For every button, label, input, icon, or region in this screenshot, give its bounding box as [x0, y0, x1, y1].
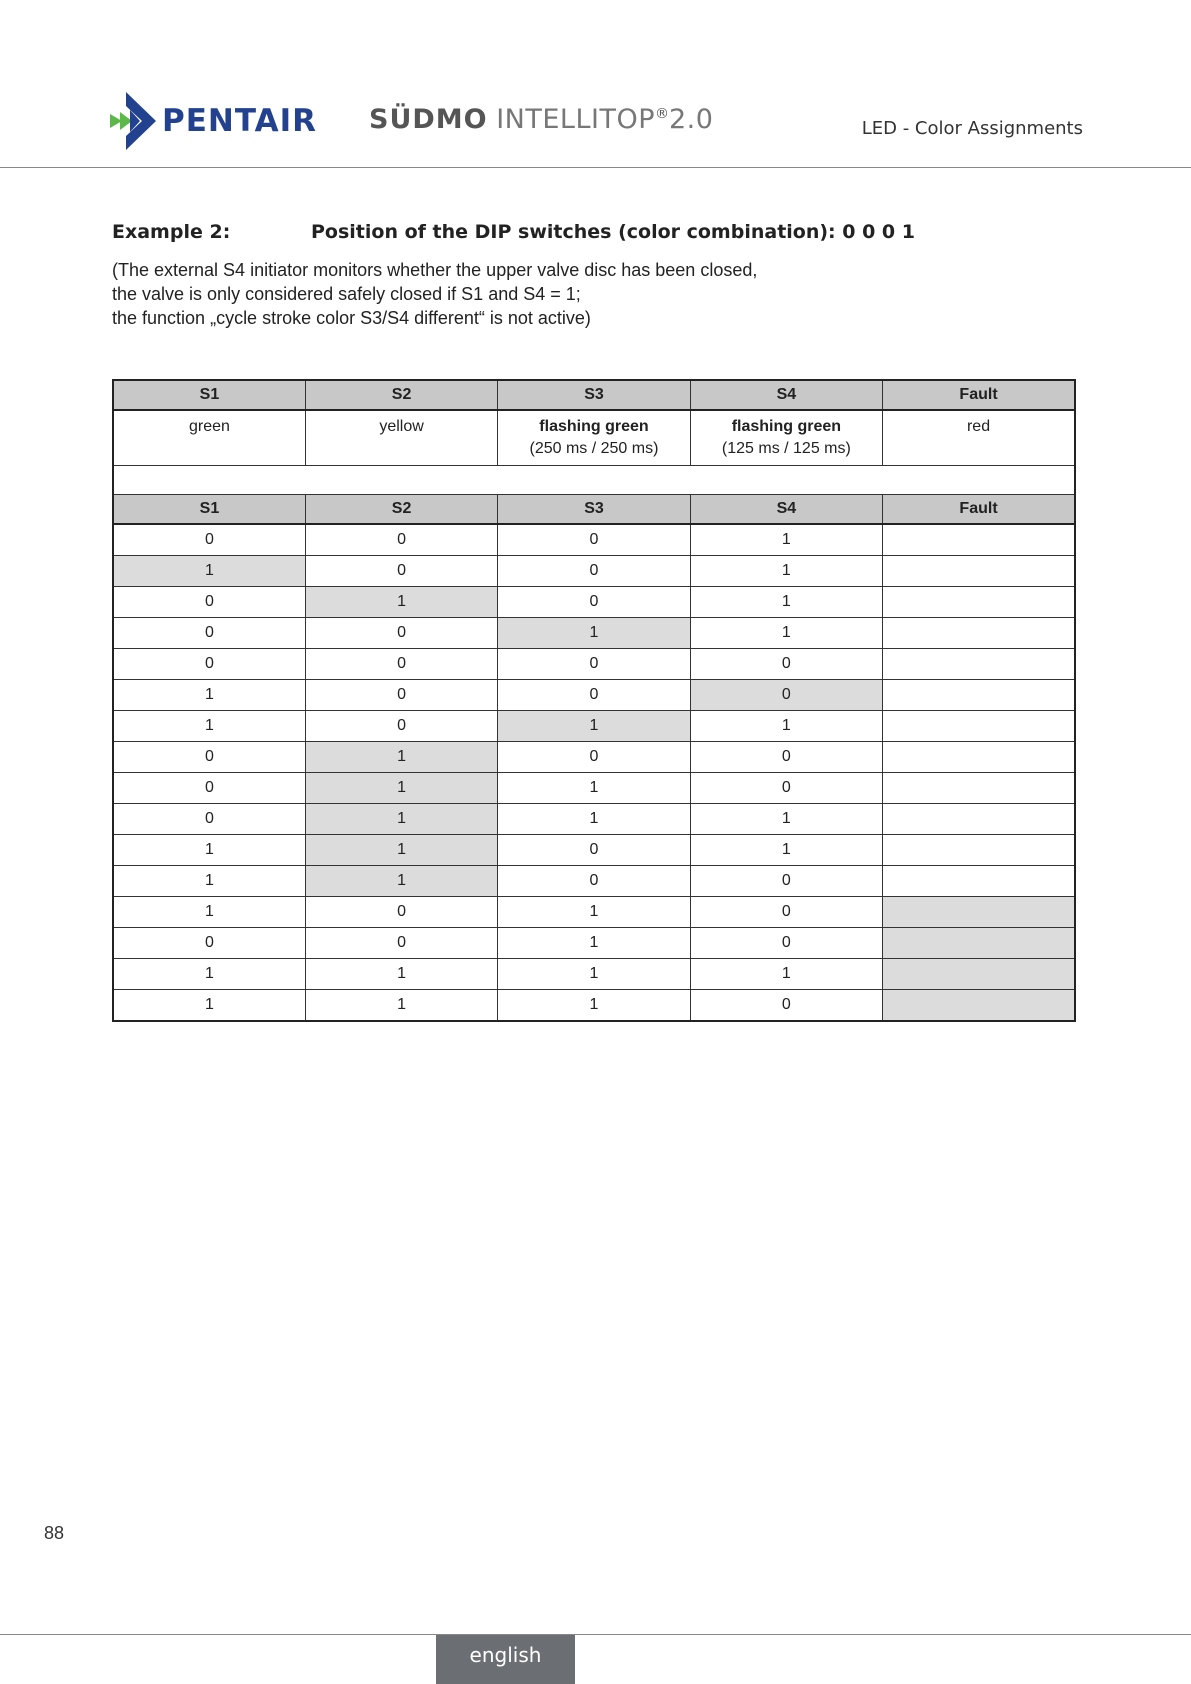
- table-row: [113, 866, 1075, 897]
- switch-state-cell: 0: [690, 773, 882, 804]
- switch-state-cell: 1: [305, 959, 497, 990]
- switch-state-cell: 0: [690, 742, 882, 773]
- flash-timing: (125 ms / 125 ms): [721, 440, 851, 457]
- switch-state-cell: 1: [690, 804, 882, 835]
- color-description: [883, 410, 1075, 466]
- color-description: [305, 410, 497, 466]
- column-header: Fault: [883, 380, 1075, 410]
- footer-divider: [0, 1634, 1191, 1635]
- column-header: S4: [690, 380, 882, 410]
- switch-state-cell: 0: [113, 742, 305, 773]
- switch-state-cell: 0: [690, 990, 882, 1022]
- switch-state-cell: 1: [305, 773, 497, 804]
- switch-state-cell: 1: [498, 773, 690, 804]
- switch-state-cell: 0: [113, 773, 305, 804]
- color-name: red: [966, 418, 991, 435]
- switch-state-cell: 0: [305, 711, 497, 742]
- switch-state-cell: 1: [498, 990, 690, 1022]
- switch-state-cell: [883, 959, 1075, 990]
- page-number: 88: [44, 1523, 65, 1543]
- color-name: flashing green: [539, 418, 649, 435]
- pentair-emblem-icon: [110, 92, 156, 150]
- switch-state-cell: 0: [305, 556, 497, 587]
- switch-state-cell: 0: [690, 680, 882, 711]
- switch-state-cell: 1: [113, 711, 305, 742]
- switch-state-cell: 0: [305, 618, 497, 649]
- table-row: [113, 835, 1075, 866]
- switch-state-cell: 1: [305, 742, 497, 773]
- switch-state-cell: 0: [113, 649, 305, 680]
- switch-state-cell: 1: [498, 804, 690, 835]
- switch-state-cell: 1: [690, 711, 882, 742]
- switch-state-cell: [883, 866, 1075, 897]
- table-row: [113, 649, 1075, 680]
- switch-state-cell: [883, 835, 1075, 866]
- switch-state-cell: 0: [498, 680, 690, 711]
- switch-state-cell: 1: [113, 959, 305, 990]
- intro-line: the valve is only considered safely closed if S1 and S4 = 1;: [112, 284, 581, 304]
- color-name: green: [188, 418, 230, 435]
- switch-state-cell: 1: [113, 897, 305, 928]
- table-row: [113, 897, 1075, 928]
- color-description-row: [113, 410, 1075, 466]
- switch-state-cell: 1: [498, 618, 690, 649]
- example-heading: [112, 221, 915, 243]
- table-row: [113, 773, 1075, 804]
- table-row: [113, 804, 1075, 835]
- switch-state-cell: 0: [498, 649, 690, 680]
- switch-state-cell: 1: [305, 587, 497, 618]
- column-header: Fault: [883, 495, 1075, 525]
- intro-line: the function „cycle stroke color S3/S4 different“ is not active): [112, 308, 591, 328]
- spacer-row: [113, 466, 1075, 495]
- switch-state-cell: 0: [498, 866, 690, 897]
- switch-state-cell: 0: [305, 928, 497, 959]
- color-description: [690, 410, 882, 466]
- column-header: S1: [113, 380, 305, 410]
- table-row: [113, 711, 1075, 742]
- switch-state-cell: 1: [690, 587, 882, 618]
- switch-state-cell: 0: [305, 680, 497, 711]
- switch-state-cell: [883, 897, 1075, 928]
- table-row: [113, 556, 1075, 587]
- switch-state-cell: [883, 524, 1075, 556]
- product-name-light: INTELLITOP: [496, 104, 655, 135]
- switch-state-cell: [883, 618, 1075, 649]
- switch-state-cell: 1: [498, 959, 690, 990]
- switch-state-cell: 1: [113, 990, 305, 1022]
- color-name: yellow: [379, 418, 424, 435]
- switch-state-cell: [883, 990, 1075, 1022]
- product-name-bold: SÜDMO: [369, 104, 488, 135]
- switch-state-cell: 1: [690, 524, 882, 556]
- switch-state-cell: 0: [690, 928, 882, 959]
- switch-state-cell: 1: [305, 866, 497, 897]
- switch-state-cell: 1: [305, 804, 497, 835]
- switch-state-cell: [883, 587, 1075, 618]
- section-title: LED - Color Assignments: [861, 118, 1083, 139]
- table-row: [113, 524, 1075, 556]
- table-row: [113, 990, 1075, 1022]
- switch-state-cell: 0: [498, 587, 690, 618]
- switch-state-cell: 0: [305, 649, 497, 680]
- table-row: [113, 742, 1075, 773]
- switch-state-cell: 1: [690, 618, 882, 649]
- color-name: flashing green: [731, 418, 842, 435]
- header-divider: [0, 167, 1191, 168]
- switch-state-cell: [883, 773, 1075, 804]
- spacer-cell: [113, 466, 1075, 495]
- switch-state-cell: [883, 742, 1075, 773]
- switch-state-cell: [883, 556, 1075, 587]
- color-description: [113, 410, 305, 466]
- switch-state-cell: 0: [690, 866, 882, 897]
- example-title: Position of the DIP switches (color combination): 0 0 0 1: [311, 221, 915, 243]
- pentair-logo: [110, 92, 317, 150]
- switch-state-cell: 0: [498, 556, 690, 587]
- flash-timing: (250 ms / 250 ms): [529, 440, 659, 457]
- intro-line: (The external S4 initiator monitors whether the upper valve disc has been closed,: [112, 260, 758, 280]
- switch-state-cell: 1: [690, 556, 882, 587]
- column-header: S4: [690, 495, 882, 525]
- switch-state-cell: 0: [498, 524, 690, 556]
- switch-state-cell: 1: [305, 835, 497, 866]
- switch-state-cell: 1: [113, 835, 305, 866]
- column-header: S3: [498, 380, 690, 410]
- table-header-row: [113, 380, 1075, 410]
- switch-state-cell: 0: [113, 618, 305, 649]
- brand-name: PENTAIR: [162, 103, 317, 139]
- intro-text: [112, 258, 757, 330]
- dip-switch-table: [112, 379, 1076, 1022]
- switch-state-cell: [883, 649, 1075, 680]
- switch-state-cell: 0: [305, 524, 497, 556]
- table-row: [113, 928, 1075, 959]
- language-tab: english: [436, 1635, 575, 1684]
- switch-state-cell: 0: [113, 928, 305, 959]
- switch-state-cell: 1: [690, 835, 882, 866]
- table-row: [113, 618, 1075, 649]
- switch-state-cell: 1: [498, 928, 690, 959]
- color-description: [498, 410, 690, 466]
- switch-state-cell: 1: [498, 711, 690, 742]
- switch-state-cell: [883, 928, 1075, 959]
- table-row: [113, 587, 1075, 618]
- example-label: Example 2:: [112, 221, 231, 243]
- switch-state-cell: [883, 711, 1075, 742]
- switch-state-cell: 0: [113, 524, 305, 556]
- switch-state-cell: 0: [690, 649, 882, 680]
- table-row: [113, 680, 1075, 711]
- registered-mark: ®: [655, 106, 669, 122]
- switch-state-cell: 0: [305, 897, 497, 928]
- column-header: S2: [305, 495, 497, 525]
- switch-state-cell: [883, 680, 1075, 711]
- switch-state-cell: 1: [113, 866, 305, 897]
- switch-state-cell: 0: [113, 587, 305, 618]
- table-header-row-2: [113, 495, 1075, 525]
- switch-state-cell: 1: [498, 897, 690, 928]
- product-version: 2.0: [669, 104, 714, 135]
- product-name: [369, 104, 713, 135]
- column-header: S1: [113, 495, 305, 525]
- switch-state-cell: 0: [498, 835, 690, 866]
- switch-state-cell: 1: [113, 556, 305, 587]
- switch-state-cell: 0: [690, 897, 882, 928]
- switch-state-cell: 1: [690, 959, 882, 990]
- table-row: [113, 959, 1075, 990]
- column-header: S2: [305, 380, 497, 410]
- switch-state-cell: 1: [113, 680, 305, 711]
- switch-state-cell: [883, 804, 1075, 835]
- switch-state-cell: 0: [498, 742, 690, 773]
- column-header: S3: [498, 495, 690, 525]
- switch-state-cell: 1: [305, 990, 497, 1022]
- switch-state-cell: 0: [113, 804, 305, 835]
